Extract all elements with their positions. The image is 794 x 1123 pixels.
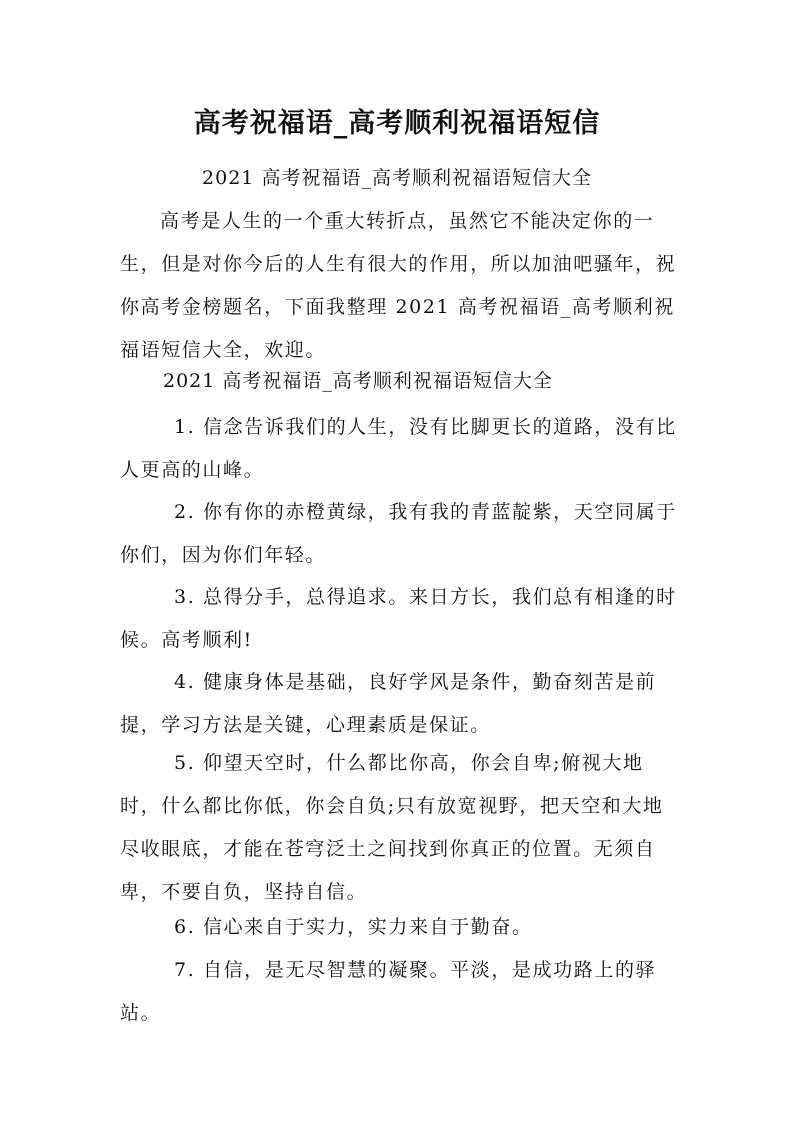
list-item: 6. 信心来自于实力，实力来自于勤奋。: [174, 916, 533, 938]
list-item: 4. 健康身体是基础，良好学风是条件，勤奋刻苦是前提，学习方法是关键，心理素质是保证。: [120, 671, 657, 736]
list-item: 5. 仰望天空时，什么都比你高，你会自卑;俯视大地时，什么都比你低，你会自负;只有放宽视野，把天空和大地尽收眼底，才能在苍穹泛土之间找到你真正的位置。无须自卑，不要自负，坚持自信。: [120, 752, 664, 903]
list-item: 1. 信念告诉我们的人生，没有比脚更长的道路，没有比人更高的山峰。: [120, 416, 677, 481]
list-item: 7. 自信，是无尽智慧的凝聚。平淡，是成功路上的驿站。: [120, 959, 657, 1024]
intro-paragraph: 高考是人生的一个重大转折点，虽然它不能决定你的一生，但是对你今后的人生有很大的作用，所以加油吧骚年，祝你高考金榜题名，下面我整理 2021 高考祝福语_高考顺利祝福语短信大全，欢迎。: [120, 210, 677, 361]
section-heading: 2021 高考祝福语_高考顺利祝福语短信大全: [163, 370, 553, 392]
document-title: 高考祝福语_高考顺利祝福语短信: [193, 108, 601, 139]
list-item: 2. 你有你的赤橙黄绿，我有我的青蓝靛紫，天空同属于你们，因为你们年轻。: [120, 501, 677, 566]
list-item: 3. 总得分手，总得追求。来日方长，我们总有相逢的时候。高考顺利!: [120, 586, 677, 651]
document-subtitle: 2021 高考祝福语_高考顺利祝福语短信大全: [202, 167, 592, 189]
